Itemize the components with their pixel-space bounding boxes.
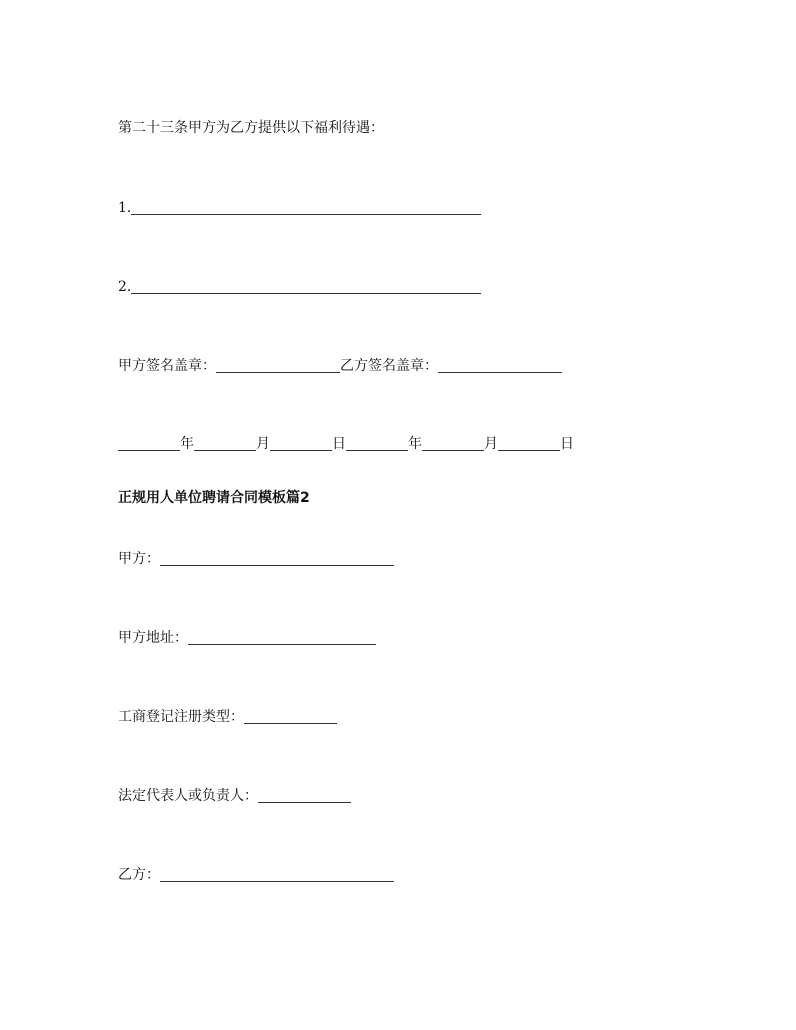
party-a-label: 甲方： — [118, 551, 160, 567]
party-a-sign-blank[interactable] — [216, 358, 340, 373]
benefit-item-2 — [118, 277, 481, 297]
party-a-year-blank[interactable] — [118, 436, 180, 451]
party-a-day-label: 日 — [332, 436, 346, 452]
party-a-address-row — [118, 628, 376, 648]
party-a-month-label: 月 — [256, 436, 270, 452]
party-b-blank[interactable] — [160, 867, 394, 882]
party-b-year-blank[interactable] — [346, 436, 408, 451]
registration-type-row — [118, 707, 337, 727]
party-b-sign-blank[interactable] — [438, 358, 562, 373]
article-23-text — [118, 118, 384, 138]
party-a-address-label: 甲方地址： — [118, 630, 188, 646]
legal-rep-blank[interactable] — [258, 788, 351, 803]
party-b-sign-label: 乙方签名盖章： — [340, 358, 438, 374]
registration-type-label: 工商登记注册类型： — [118, 709, 244, 725]
item-1-number: 1. — [118, 200, 132, 216]
party-a-year-label: 年 — [180, 436, 194, 452]
section-2-title: 正规用人单位聘请合同模板篇2 — [118, 490, 310, 506]
date-row — [118, 434, 574, 454]
party-b-month-label: 月 — [484, 436, 498, 452]
legal-rep-row — [118, 786, 351, 806]
article-23-label: 第二十三条甲方为乙方提供以下福利待遇： — [118, 120, 384, 136]
registration-type-blank[interactable] — [244, 709, 337, 724]
party-b-year-label: 年 — [408, 436, 422, 452]
legal-rep-label: 法定代表人或负责人： — [118, 788, 258, 804]
benefit-item-1 — [118, 198, 481, 218]
party-b-month-blank[interactable] — [422, 436, 484, 451]
party-a-sign-label: 甲方签名盖章： — [118, 358, 216, 374]
party-a-address-blank[interactable] — [188, 630, 376, 645]
item-2-number: 2. — [118, 279, 132, 295]
party-b-row — [118, 865, 394, 885]
item-1-blank[interactable] — [131, 200, 481, 215]
party-a-month-blank[interactable] — [194, 436, 256, 451]
party-b-label: 乙方： — [118, 867, 160, 883]
party-b-day-label: 日 — [560, 436, 574, 452]
party-a-day-blank[interactable] — [270, 436, 332, 451]
section-2-heading — [118, 488, 310, 508]
party-b-day-blank[interactable] — [498, 436, 560, 451]
party-a-row — [118, 549, 394, 569]
party-a-blank[interactable] — [160, 551, 394, 566]
signature-row — [118, 356, 562, 376]
item-2-blank[interactable] — [131, 279, 481, 294]
